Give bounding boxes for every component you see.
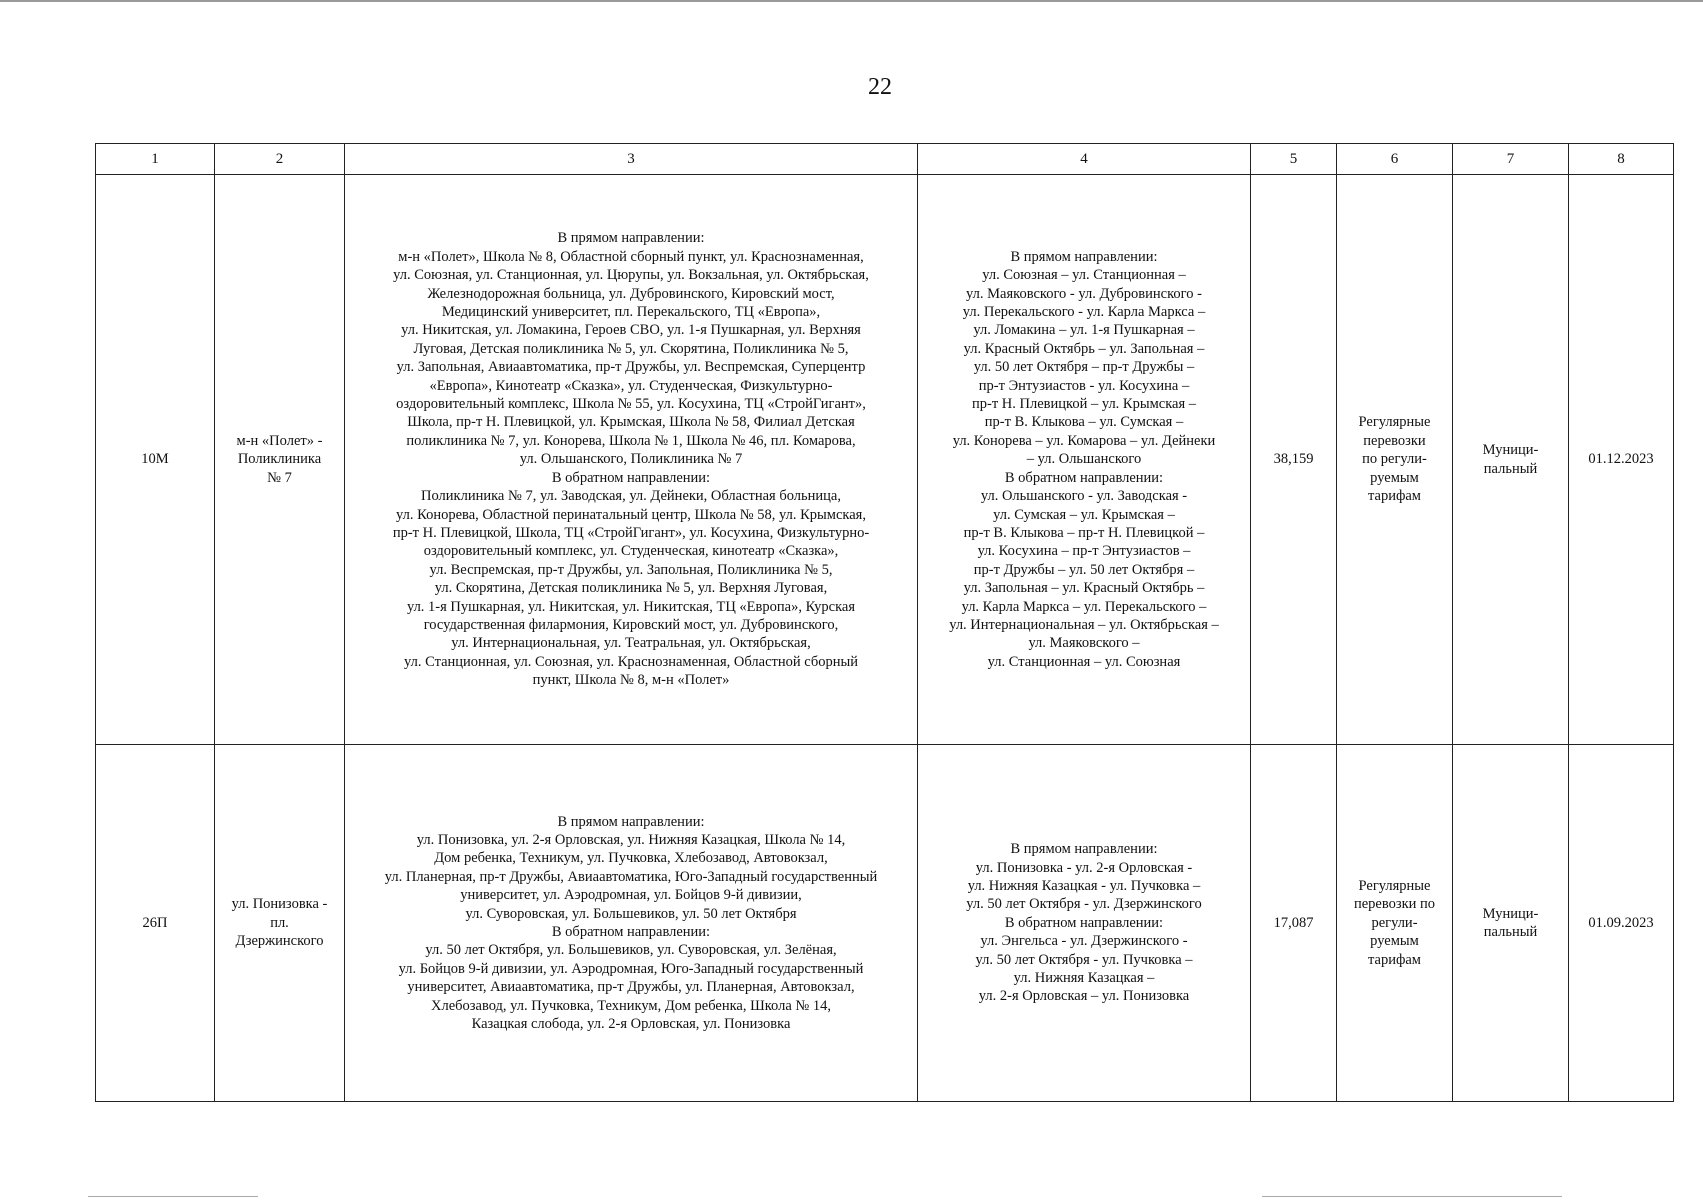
text-line: В прямом направлении: <box>1010 248 1158 265</box>
owner-lines <box>1459 441 1562 478</box>
text-line: ул. Понизовка, ул. 2-я Орловская, ул. Нижняя Казацкая, Школа № 14, <box>416 831 846 848</box>
text-line: ул. Станционная, ул. Союзная, ул. Краснознаменная, Областной сборный <box>403 653 859 670</box>
text-line: Муници- <box>1482 905 1539 922</box>
text-line: ул. Никитская, ул. Ломакина, Героев СВО, ул. 1-я Пушкарная, ул. Верхняя <box>401 322 861 339</box>
text-line: Школа, пр-т Н. Плевицкой, ул. Крымская, Школа № 58, Филиал Детская <box>407 414 855 431</box>
transport-type-cell <box>1337 175 1453 745</box>
text-line: В прямом направлении: <box>557 230 705 247</box>
text-line: ул. 50 лет Октября, ул. Большевиков, ул. Суворовская, ул. Зелёная, <box>425 942 837 959</box>
text-line: пр-т Энтузиастов - ул. Косухина – <box>978 377 1190 394</box>
text-line: ул. Запольная – ул. Красный Октябрь – <box>963 580 1205 597</box>
text-line: ул. Конорева, Областной перинатальный центр, Школа № 58, ул. Крымская, <box>396 506 866 523</box>
text-line: ул. Запольная, Авиаавтоматика, пр-т Дружбы, ул. Веспремская, Суперцентр <box>396 359 866 376</box>
text-line: Хлебозавод, ул. Пучковка, Техникум, Дом ребенка, Школа № 14, <box>431 997 831 1014</box>
text-line: Медицинский университет, пл. Перекальского, ТЦ «Европа», <box>441 304 821 321</box>
route-name-lines <box>221 432 338 487</box>
text-line: м-н «Полет» - <box>236 432 323 449</box>
text-line: ул. 50 лет Октября - ул. Дзержинского <box>966 896 1202 913</box>
text-line: ул. Станционная – ул. Союзная <box>987 653 1181 670</box>
route-name-lines <box>221 895 338 950</box>
text-line: ул. Понизовка - <box>231 896 328 913</box>
text-line: пункт, Школа № 8, м-н «Полет» <box>532 672 730 689</box>
page-number: 22 <box>868 74 892 100</box>
text-line: ул. Суворовская, ул. Большевиков, ул. 50 лет Октября <box>465 905 797 922</box>
text-line: перевозки <box>1363 432 1426 449</box>
text-line: руемым <box>1370 469 1419 486</box>
length-cell: 17,087 <box>1251 745 1337 1102</box>
footer-rule <box>88 1196 258 1197</box>
column-header: 5 <box>1251 144 1337 175</box>
text-line: Муници- <box>1482 442 1539 459</box>
text-line: ул. Интернациональная, ул. Театральная, ул. Октябрьская, <box>451 635 811 652</box>
text-line: ул. Нижняя Казацкая – <box>1013 970 1155 987</box>
streets-lines <box>924 840 1244 1006</box>
streets-lines <box>924 248 1244 671</box>
text-line: ул. Интернациональная – ул. Октябрьская – <box>949 616 1219 633</box>
text-line: пальный <box>1483 924 1538 940</box>
route-number-cell: 26П <box>96 745 215 1102</box>
text-line: перевозки по <box>1353 896 1436 913</box>
text-line: пр-т Дружбы – ул. 50 лет Октября – <box>973 561 1195 578</box>
text-line: Железнодорожная больница, ул. Дубровинского, Кировский мост, <box>427 285 835 302</box>
text-line: ул. 1-я Пушкарная, ул. Никитская, ул. Никитская, ТЦ «Европа», Курская <box>406 598 856 615</box>
transport-type-lines <box>1343 877 1446 969</box>
text-line: ул. Косухина – пр-т Энтузиастов – <box>977 543 1191 560</box>
text-line: Дом ребенка, Техникум, ул. Пучковка, Хлебозавод, Автовокзал, <box>434 850 828 867</box>
text-line: Регулярные <box>1358 877 1431 894</box>
text-line: пальный <box>1483 460 1538 477</box>
streets-cell <box>918 745 1251 1102</box>
text-line: пр-т Н. Плевицкой, Школа, ТЦ «СтройГигант», ул. Косухина, Физкультурно- <box>392 524 870 541</box>
text-line: руемым <box>1370 933 1419 950</box>
routes-table <box>95 143 1674 1102</box>
text-line: «Европа», Кинотеатр «Сказка», ул. Студенческая, Физкультурно- <box>429 377 833 394</box>
text-line: государственная филармония, Кировский мост, ул. Дубровинского, <box>423 616 839 633</box>
table-header-row <box>96 144 1674 175</box>
text-line: ул. 2-я Орловская – ул. Понизовка <box>978 988 1190 1005</box>
length-cell: 38,159 <box>1251 175 1337 745</box>
column-header: 7 <box>1453 144 1569 175</box>
text-line: м-н «Полет», Школа № 8, Областной сборный пункт, ул. Краснознаменная, <box>398 248 864 265</box>
text-line: ул. Веспремская, пр-т Дружбы, ул. Запольная, Поликлиника № 5, <box>429 561 833 578</box>
stops-cell <box>345 745 918 1102</box>
text-line: Поликлиника <box>237 451 322 468</box>
text-line: оздоровительный комплекс, ул. Студенческая, кинотеатр «Сказка», <box>423 543 839 560</box>
column-header: 3 <box>345 144 918 175</box>
text-line: ул. Ломакина – ул. 1-я Пушкарная – <box>973 322 1195 339</box>
column-header: 4 <box>918 144 1251 175</box>
text-line: ул. Понизовка - ул. 2-я Орловская - <box>975 859 1193 876</box>
text-line: В обратном направлении: <box>551 469 711 486</box>
column-header: 8 <box>1569 144 1674 175</box>
route-name-cell <box>215 745 345 1102</box>
text-line: Луговая, Детская поликлиника № 5, ул. Скорятина, Поликлиника № 5, <box>413 340 849 357</box>
text-line: ул. Бойцов 9-й дивизии, ул. Аэродромная, Юго-Западный государственный <box>398 960 864 977</box>
text-line: пр-т Н. Плевицкой – ул. Крымская – <box>971 396 1197 413</box>
text-line: тарифам <box>1368 951 1421 968</box>
text-line: ул. Союзная – ул. Станционная – <box>982 267 1186 284</box>
text-line: ул. Скорятина, Детская поликлиника № 5, ул. Верхняя Луговая, <box>434 580 828 597</box>
column-header: 6 <box>1337 144 1453 175</box>
text-line: по регули- <box>1362 451 1427 468</box>
text-line: поликлиника № 7, ул. Конорева, Школа № 1, Школа № 46, пл. Комарова, <box>406 432 856 449</box>
table-row <box>96 745 1674 1102</box>
text-line: пл. <box>270 914 289 931</box>
date-cell: 01.12.2023 <box>1569 175 1674 745</box>
stops-lines <box>351 229 911 689</box>
footer-rule <box>1262 1196 1562 1197</box>
text-line: тарифам <box>1368 488 1421 505</box>
route-name-cell <box>215 175 345 745</box>
text-line: оздоровительный комплекс, Школа № 55, ул. Косухина, ТЦ «СтройГигант», <box>396 396 866 413</box>
text-line: ул. Союзная, ул. Станционная, ул. Цюрупы, ул. Вокзальная, ул. Октябрьская, <box>393 267 869 284</box>
text-line: университет, Авиаавтоматика, пр-т Дружбы, ул. Планерная, Автовокзал, <box>407 979 855 996</box>
text-line: ул. 50 лет Октября - ул. Пучковка – <box>975 951 1193 968</box>
streets-cell <box>918 175 1251 745</box>
column-header: 1 <box>96 144 215 175</box>
text-line: – ул. Ольшанского <box>1026 451 1142 468</box>
top-rule <box>0 0 1703 2</box>
text-line: В обратном направлении: <box>1004 469 1164 486</box>
text-line: В прямом направлении: <box>1010 841 1158 858</box>
text-line: ул. Ольшанского - ул. Заводская - <box>980 488 1188 505</box>
text-line: ул. Конорева – ул. Комарова – ул. Дейнеки <box>952 432 1216 449</box>
text-line: ул. Энгельса - ул. Дзержинского - <box>980 933 1188 950</box>
date-cell: 01.09.2023 <box>1569 745 1674 1102</box>
text-line: № 7 <box>267 469 292 486</box>
transport-type-lines <box>1343 413 1446 505</box>
text-line: ул. Карла Маркса – ул. Перекальского – <box>961 598 1207 615</box>
stops-cell <box>345 175 918 745</box>
text-line: ул. Маяковского - ул. Дубровинского - <box>966 285 1202 302</box>
text-line: пр-т В. Клыкова – ул. Сумская – <box>984 414 1184 431</box>
owner-lines <box>1459 905 1562 942</box>
text-line: университет, ул. Аэродромная, ул. Бойцов 9-й дивизии, <box>460 887 802 904</box>
text-line: ул. Красный Октябрь – ул. Запольная – <box>963 340 1205 357</box>
text-line: Регулярные <box>1358 414 1431 431</box>
text-line: В обратном направлении: <box>551 924 711 940</box>
text-line: регули- <box>1371 914 1418 931</box>
owner-cell <box>1453 745 1569 1102</box>
stops-lines <box>351 813 911 1034</box>
text-line: пр-т В. Клыкова – пр-т Н. Плевицкой – <box>963 524 1205 541</box>
text-line: В прямом направлении: <box>557 813 705 830</box>
text-line: Казацкая слобода, ул. 2-я Орловская, ул. Понизовка <box>471 1016 791 1033</box>
text-line: ул. Ольшанского, Поликлиника № 7 <box>519 451 743 468</box>
text-line: ул. Перекальского - ул. Карла Маркса – <box>962 304 1206 321</box>
text-line: ул. Планерная, пр-т Дружбы, Авиаавтоматика, Юго-Западный государственный <box>384 868 878 885</box>
text-line: ул. Нижняя Казацкая - ул. Пучковка – <box>967 877 1201 894</box>
text-line: Дзержинского <box>235 933 324 950</box>
owner-cell <box>1453 175 1569 745</box>
text-line: ул. 50 лет Октября – пр-т Дружбы – <box>973 359 1195 376</box>
text-line: ул. Сумская – ул. Крымская – <box>993 506 1175 523</box>
transport-type-cell <box>1337 745 1453 1102</box>
table-row <box>96 175 1674 745</box>
route-number-cell: 10М <box>96 175 215 745</box>
text-line: Поликлиника № 7, ул. Заводская, ул. Дейнеки, Областная больница, <box>421 488 841 505</box>
text-line: В обратном направлении: <box>1004 914 1164 931</box>
text-line: ул. Маяковского – <box>1028 635 1140 652</box>
column-header: 2 <box>215 144 345 175</box>
